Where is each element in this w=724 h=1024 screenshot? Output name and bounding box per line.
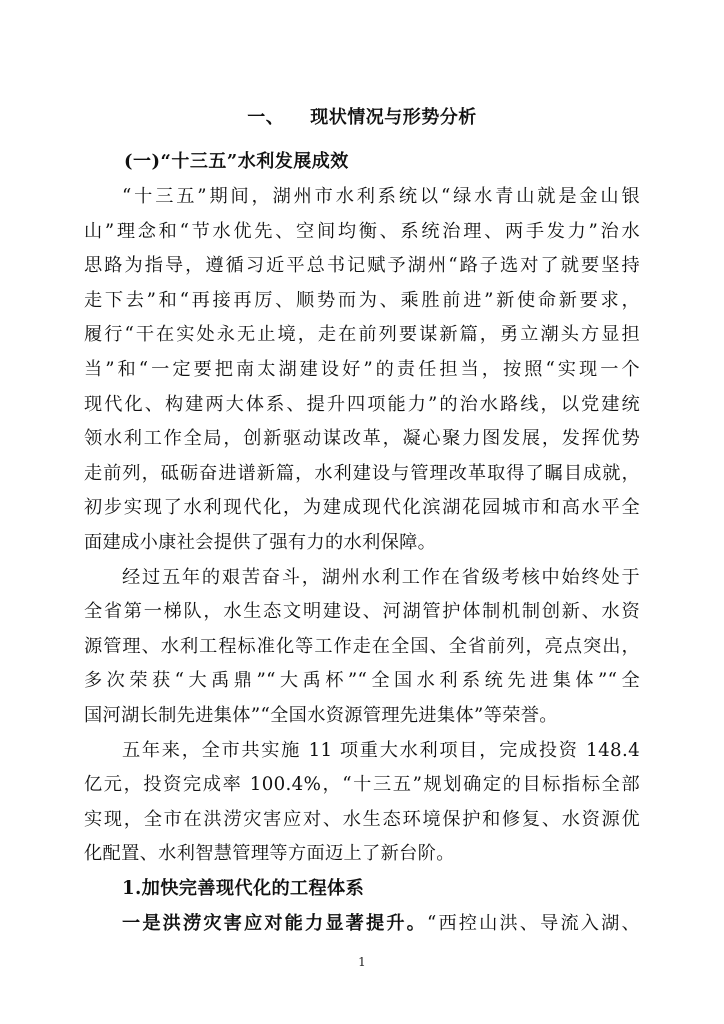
text-line: 山”理念和“节水优先、空间均衡、系统治理、两手发力”治水 (84, 220, 640, 242)
text-line (84, 907, 640, 942)
text-line: 多次荣获“大禹鼎”“大禹杯”“全国水利系统先进集体”“全 (84, 670, 640, 692)
continuation-text: “西控山洪、导流入湖、 (427, 912, 640, 934)
text-line: 思路为指导，遵循习近平总书记赋予湖州“路子选对了就要坚持 (84, 255, 640, 277)
text-line: “十三五”期间，湖州市水利系统以“绿水青山就是金山银 (122, 186, 640, 207)
text-line: 实现，全市在洪涝灾害应对、水生态环境保护和修复、水资源优 (84, 808, 640, 830)
paragraph-honors (84, 561, 640, 734)
text-line: 全省第一梯队，水生态文明建设、河湖管护体制机制创新、水资 (84, 601, 640, 623)
section-title: 现状情况与形势分析 (310, 107, 477, 128)
text-line: 化配置、水利智慧管理等方面迈上了新台阶。 (84, 843, 455, 865)
text-line: 五年来，全市共实施 11 项重大水利项目，完成投资 148.4 (122, 739, 640, 761)
lead-phrase: 一是洪涝灾害应对能力显著提升。 (122, 912, 427, 934)
text-line: 现代化、构建两大体系、提升四项能力”的治水路线，以党建统 (84, 393, 640, 415)
text-line: 履行“干在实处永无止境，走在前列要谋新篇，勇立潮头方显担 (84, 324, 640, 346)
subsection-heading: (一)“十三五”水利发展成效 (124, 151, 349, 172)
paragraph-achievements (84, 180, 640, 561)
paragraph-investment (84, 734, 640, 872)
text-line: 领水利工作全局，创新驱动谋改革，凝心聚力图发展，发挥优势 (84, 428, 640, 450)
text-line: 面建成小康社会提供了强有力的水利保障。 (84, 531, 437, 553)
section-number: 一、 (247, 107, 285, 128)
text-line: 走下去”和“再接再厉、顺势而为、乘胜前进”新使命新要求， (84, 289, 640, 311)
numbered-subheading: 1.加快完善现代化的工程体系 (122, 878, 365, 899)
page-number: 1 (358, 955, 366, 969)
text-line: 走前列，砥砺奋进谱新篇，水利建设与管理改革取得了瞩目成就， (84, 462, 640, 484)
text-line: 亿元，投资完成率 100.4%，“十三五”规划确定的目标指标全部 (84, 774, 640, 796)
text-line: 源管理、水利工程标准化等工作走在全国、全省前列，亮点突出， (84, 635, 640, 657)
text-line: 当”和“一定要把南太湖建设好”的责任担当，按照“实现一个 (84, 358, 640, 380)
engineering-section (84, 872, 640, 941)
text-line: 初步实现了水利现代化，为建成现代化滨湖花园城市和高水平全 (84, 497, 640, 519)
text-line: 国河湖长制先进集体”“全国水资源管理先进集体”等荣誉。 (84, 704, 558, 726)
text-line: 经过五年的艰苦奋斗，湖州水利工作在省级考核中始终处于 (122, 566, 640, 588)
section-heading (0, 104, 724, 132)
